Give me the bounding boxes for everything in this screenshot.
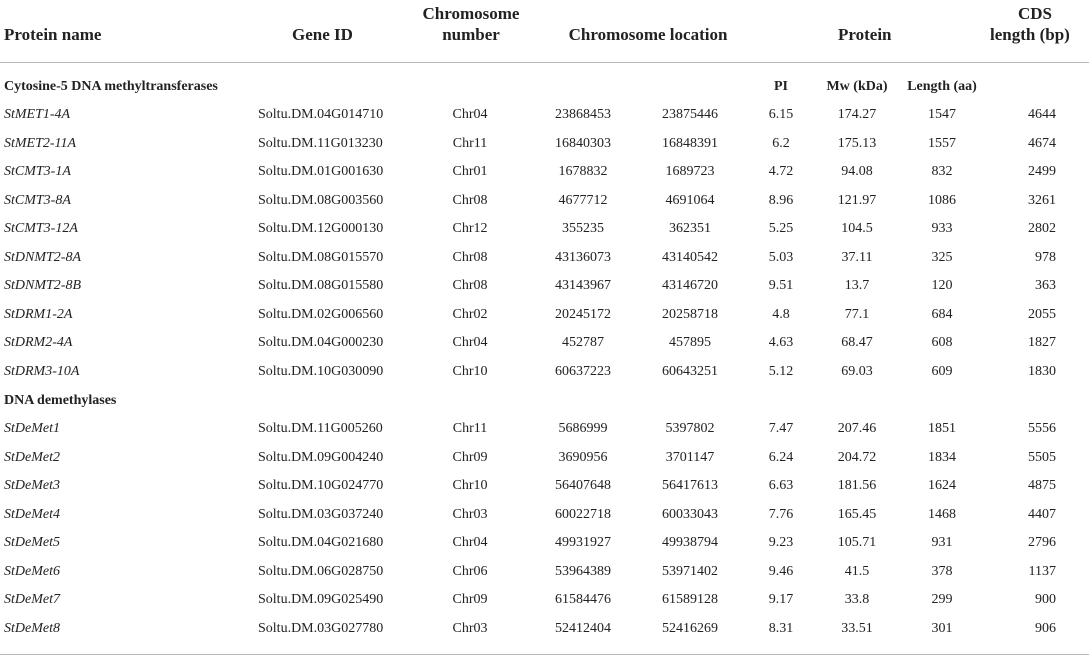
cell-name: StMET1-4A: [4, 107, 71, 122]
cell-name: StDNMT2-8B: [4, 278, 81, 293]
cell-pi: 7.76: [768, 506, 794, 522]
header-protein: Protein: [838, 25, 892, 44]
cell-mw: 105.71: [837, 535, 877, 550]
cell-chr: Chr04: [452, 335, 488, 350]
cell-end: 61589128: [662, 592, 718, 607]
cell-pi: 7.47: [768, 421, 794, 436]
cell-name: StDRM3-10A: [4, 363, 80, 379]
table-row: [0, 444, 1089, 472]
cell-gene: Soltu.DM.10G030090: [258, 363, 384, 379]
cell-cds: 2802: [1028, 221, 1056, 236]
cell-pi: 9.51: [768, 278, 794, 293]
cell-end: 49938794: [662, 535, 718, 550]
cell-start: 43143967: [555, 278, 611, 293]
cell-len: 609: [931, 363, 953, 379]
cell-start: 355235: [562, 221, 604, 236]
cell-end: 5397802: [665, 421, 715, 436]
section-title-demethylases: DNA demethylases: [4, 393, 117, 408]
cell-chr: Chr02: [452, 306, 488, 322]
cell-gene: Soltu.DM.12G000130: [258, 221, 384, 236]
cell-name: StDNMT2-8A: [4, 249, 81, 265]
cell-len: 684: [931, 306, 953, 322]
cell-gene: Soltu.DM.08G015570: [258, 249, 384, 265]
table-row: [0, 529, 1089, 557]
cell-len: 1086: [928, 192, 956, 208]
cell-end: 43140542: [662, 249, 718, 265]
cell-chr: Chr06: [452, 563, 488, 579]
cell-start: 43136073: [555, 249, 611, 265]
cell-name: StDeMet8: [4, 620, 60, 636]
table-row: [0, 329, 1089, 357]
cell-chr: Chr12: [452, 221, 488, 236]
cell-gene: Soltu.DM.04G000230: [258, 335, 384, 350]
subheader-pi: PI: [774, 79, 788, 94]
cell-mw: 13.7: [844, 278, 870, 293]
cell-start: 16840303: [555, 135, 611, 151]
cell-gene: Soltu.DM.11G013230: [258, 135, 383, 151]
cell-end: 23875446: [662, 107, 718, 122]
cell-pi: 8.31: [768, 620, 794, 636]
cell-end: 52416269: [662, 620, 718, 636]
cell-chr: Chr11: [452, 421, 488, 436]
cell-cds: 4674: [1028, 135, 1056, 151]
cell-gene: Soltu.DM.09G025490: [258, 592, 384, 607]
cell-mw: 165.45: [837, 506, 877, 522]
cell-cds: 4644: [1028, 107, 1056, 122]
cell-chr: Chr01: [452, 164, 488, 179]
cell-len: 1851: [928, 421, 956, 436]
cell-mw: 77.1: [844, 306, 870, 322]
cell-start: 60637223: [555, 363, 611, 379]
cell-pi: 4.8: [772, 306, 790, 322]
cell-len: 1624: [928, 478, 956, 493]
table-row: [0, 301, 1089, 329]
cell-cds: 5556: [1028, 421, 1056, 436]
cell-mw: 33.51: [841, 620, 873, 636]
cell-mw: 33.8: [844, 592, 870, 607]
cell-name: StDRM1-2A: [4, 306, 73, 322]
cell-chr: Chr09: [452, 449, 488, 465]
cell-start: 20245172: [555, 306, 611, 322]
table-row: [0, 272, 1089, 300]
table-row: [0, 101, 1089, 129]
header-gene-id: Gene ID: [292, 25, 353, 44]
cell-chr: Chr10: [452, 363, 488, 379]
cell-cds: 363: [1035, 278, 1056, 293]
cell-len: 608: [931, 335, 953, 350]
table-row: [0, 215, 1089, 243]
cell-pi: 5.25: [768, 221, 794, 236]
cell-gene: Soltu.DM.01G001630: [258, 164, 384, 179]
cell-chr: Chr04: [452, 107, 488, 122]
cell-end: 457895: [669, 335, 711, 350]
table-row: [0, 158, 1089, 186]
cell-start: 3690956: [558, 449, 608, 465]
table-row: [0, 358, 1089, 386]
cell-chr: Chr08: [452, 278, 488, 293]
cell-cds: 1827: [1028, 335, 1056, 350]
cell-start: 452787: [562, 335, 604, 350]
cell-mw: 41.5: [844, 563, 870, 579]
cell-end: 56417613: [662, 478, 718, 493]
cell-mw: 174.27: [837, 107, 877, 122]
header-chromosome-location: Chromosome location: [568, 25, 728, 44]
cell-chr: Chr09: [452, 592, 488, 607]
cell-mw: 104.5: [841, 221, 873, 236]
cell-pi: 6.24: [768, 449, 794, 465]
header-rule: [0, 62, 1089, 63]
cell-len: 325: [931, 249, 953, 265]
cell-end: 60643251: [662, 363, 718, 379]
cell-mw: 68.47: [841, 335, 873, 350]
cell-pi: 5.03: [768, 249, 794, 265]
cell-name: StDRM2-4A: [4, 335, 73, 350]
cell-name: StDeMet1: [4, 421, 60, 436]
cell-len: 299: [931, 592, 953, 607]
table-row: [0, 586, 1089, 614]
cell-gene: Soltu.DM.11G005260: [258, 421, 383, 436]
table-row: [0, 472, 1089, 500]
cell-name: StDeMet3: [4, 478, 60, 493]
subheader-mw: Mw (kDa): [826, 79, 888, 94]
table-row: [0, 615, 1089, 643]
cell-pi: 9.46: [768, 563, 794, 579]
cell-pi: 4.63: [768, 335, 794, 350]
cell-len: 301: [931, 620, 953, 636]
cell-len: 832: [931, 164, 953, 179]
cell-cds: 1137: [1028, 563, 1056, 579]
cell-start: 49931927: [555, 535, 611, 550]
cell-gene: Soltu.DM.10G024770: [258, 478, 384, 493]
cell-pi: 9.17: [768, 592, 794, 607]
table-row: [0, 415, 1089, 443]
cell-end: 43146720: [662, 278, 718, 293]
cell-end: 362351: [669, 221, 711, 236]
cell-name: StDeMet4: [4, 506, 60, 522]
cell-end: 4691064: [665, 192, 715, 208]
table-row: [0, 130, 1089, 158]
cell-gene: Soltu.DM.04G014710: [258, 107, 384, 122]
cell-gene: Soltu.DM.08G003560: [258, 192, 384, 208]
header-chromosome-number-line2: number: [442, 25, 500, 44]
cell-gene: Soltu.DM.02G006560: [258, 306, 384, 322]
cell-end: 3701147: [665, 449, 715, 465]
cell-cds: 2796: [1028, 535, 1056, 550]
cell-end: 1689723: [665, 164, 715, 179]
cell-cds: 4875: [1028, 478, 1056, 493]
cell-len: 120: [931, 278, 953, 293]
cell-pi: 4.72: [768, 164, 794, 179]
cell-start: 56407648: [555, 478, 611, 493]
cell-pi: 6.2: [772, 135, 790, 151]
cell-pi: 8.96: [768, 192, 794, 208]
cell-chr: Chr11: [452, 135, 488, 151]
table-row: [0, 501, 1089, 529]
cell-start: 1678832: [558, 164, 608, 179]
cell-chr: Chr08: [452, 249, 488, 265]
subheader-length: Length (aa): [907, 79, 977, 94]
cell-cds: 5505: [1028, 449, 1056, 465]
cell-chr: Chr03: [452, 620, 488, 636]
cell-len: 378: [931, 563, 953, 579]
cell-len: 933: [931, 221, 953, 236]
cell-cds: 4407: [1028, 506, 1056, 522]
cell-mw: 69.03: [841, 363, 873, 379]
cell-mw: 121.97: [837, 192, 877, 208]
cell-chr: Chr04: [452, 535, 488, 550]
cell-pi: 9.23: [768, 535, 794, 550]
bottom-rule: [0, 654, 1089, 655]
cell-pi: 6.63: [768, 478, 794, 493]
header-protein-name: Protein name: [4, 25, 102, 44]
cell-len: 1557: [928, 135, 956, 151]
cell-name: StCMT3-12A: [4, 221, 78, 236]
cell-mw: 207.46: [837, 421, 877, 436]
cell-mw: 204.72: [837, 449, 877, 465]
cell-start: 23868453: [555, 107, 611, 122]
cell-cds: 906: [1035, 620, 1056, 636]
cell-gene: Soltu.DM.09G004240: [258, 449, 384, 465]
cell-start: 53964389: [555, 563, 611, 579]
cell-gene: Soltu.DM.04G021680: [258, 535, 384, 550]
cell-len: 1834: [928, 449, 956, 465]
cell-mw: 175.13: [837, 135, 877, 151]
cell-end: 16848391: [662, 135, 718, 151]
cell-cds: 2055: [1028, 306, 1056, 322]
table-row: [0, 244, 1089, 272]
cell-gene: Soltu.DM.06G028750: [258, 563, 384, 579]
cell-start: 52412404: [555, 620, 611, 636]
cell-gene: Soltu.DM.08G015580: [258, 278, 384, 293]
cell-name: StCMT3-8A: [4, 192, 71, 208]
cell-end: 60033043: [662, 506, 718, 522]
cell-start: 61584476: [555, 592, 611, 607]
cell-name: StDeMet6: [4, 563, 60, 579]
cell-name: StMET2-11A: [4, 135, 77, 151]
section-title-methyltransferases: Cytosine-5 DNA methyltransferases: [4, 79, 218, 94]
cell-start: 60022718: [555, 506, 611, 522]
cell-chr: Chr03: [452, 506, 488, 522]
cell-pi: 6.15: [768, 107, 794, 122]
header-cds-line2: length (bp): [990, 25, 1070, 44]
cell-chr: Chr08: [452, 192, 488, 208]
cell-name: StDeMet5: [4, 535, 60, 550]
table-row: [0, 558, 1089, 586]
cell-start: 5686999: [558, 421, 608, 436]
cell-end: 20258718: [662, 306, 718, 322]
cell-gene: Soltu.DM.03G037240: [258, 506, 384, 522]
cell-mw: 94.08: [841, 164, 873, 179]
cell-chr: Chr10: [452, 478, 488, 493]
cell-mw: 37.11: [841, 249, 873, 265]
cell-cds: 2499: [1028, 164, 1056, 179]
cell-start: 4677712: [558, 192, 608, 208]
header-cds-line1: CDS: [1017, 4, 1052, 23]
cell-len: 931: [931, 535, 953, 550]
cell-end: 53971402: [662, 563, 718, 579]
cell-cds: 978: [1035, 249, 1056, 265]
cell-cds: 900: [1035, 592, 1056, 607]
cell-pi: 5.12: [768, 363, 794, 379]
cell-name: StDeMet2: [4, 449, 60, 465]
cell-mw: 181.56: [837, 478, 877, 493]
header-chromosome-number-line1: Chromosome: [422, 4, 520, 23]
cell-name: StDeMet7: [4, 592, 60, 607]
cell-name: StCMT3-1A: [4, 164, 71, 179]
cell-len: 1547: [928, 107, 956, 122]
cell-cds: 1830: [1028, 363, 1056, 379]
table-row: [0, 187, 1089, 215]
cell-len: 1468: [928, 506, 956, 522]
cell-cds: 3261: [1028, 192, 1056, 208]
cell-gene: Soltu.DM.03G027780: [258, 620, 384, 636]
